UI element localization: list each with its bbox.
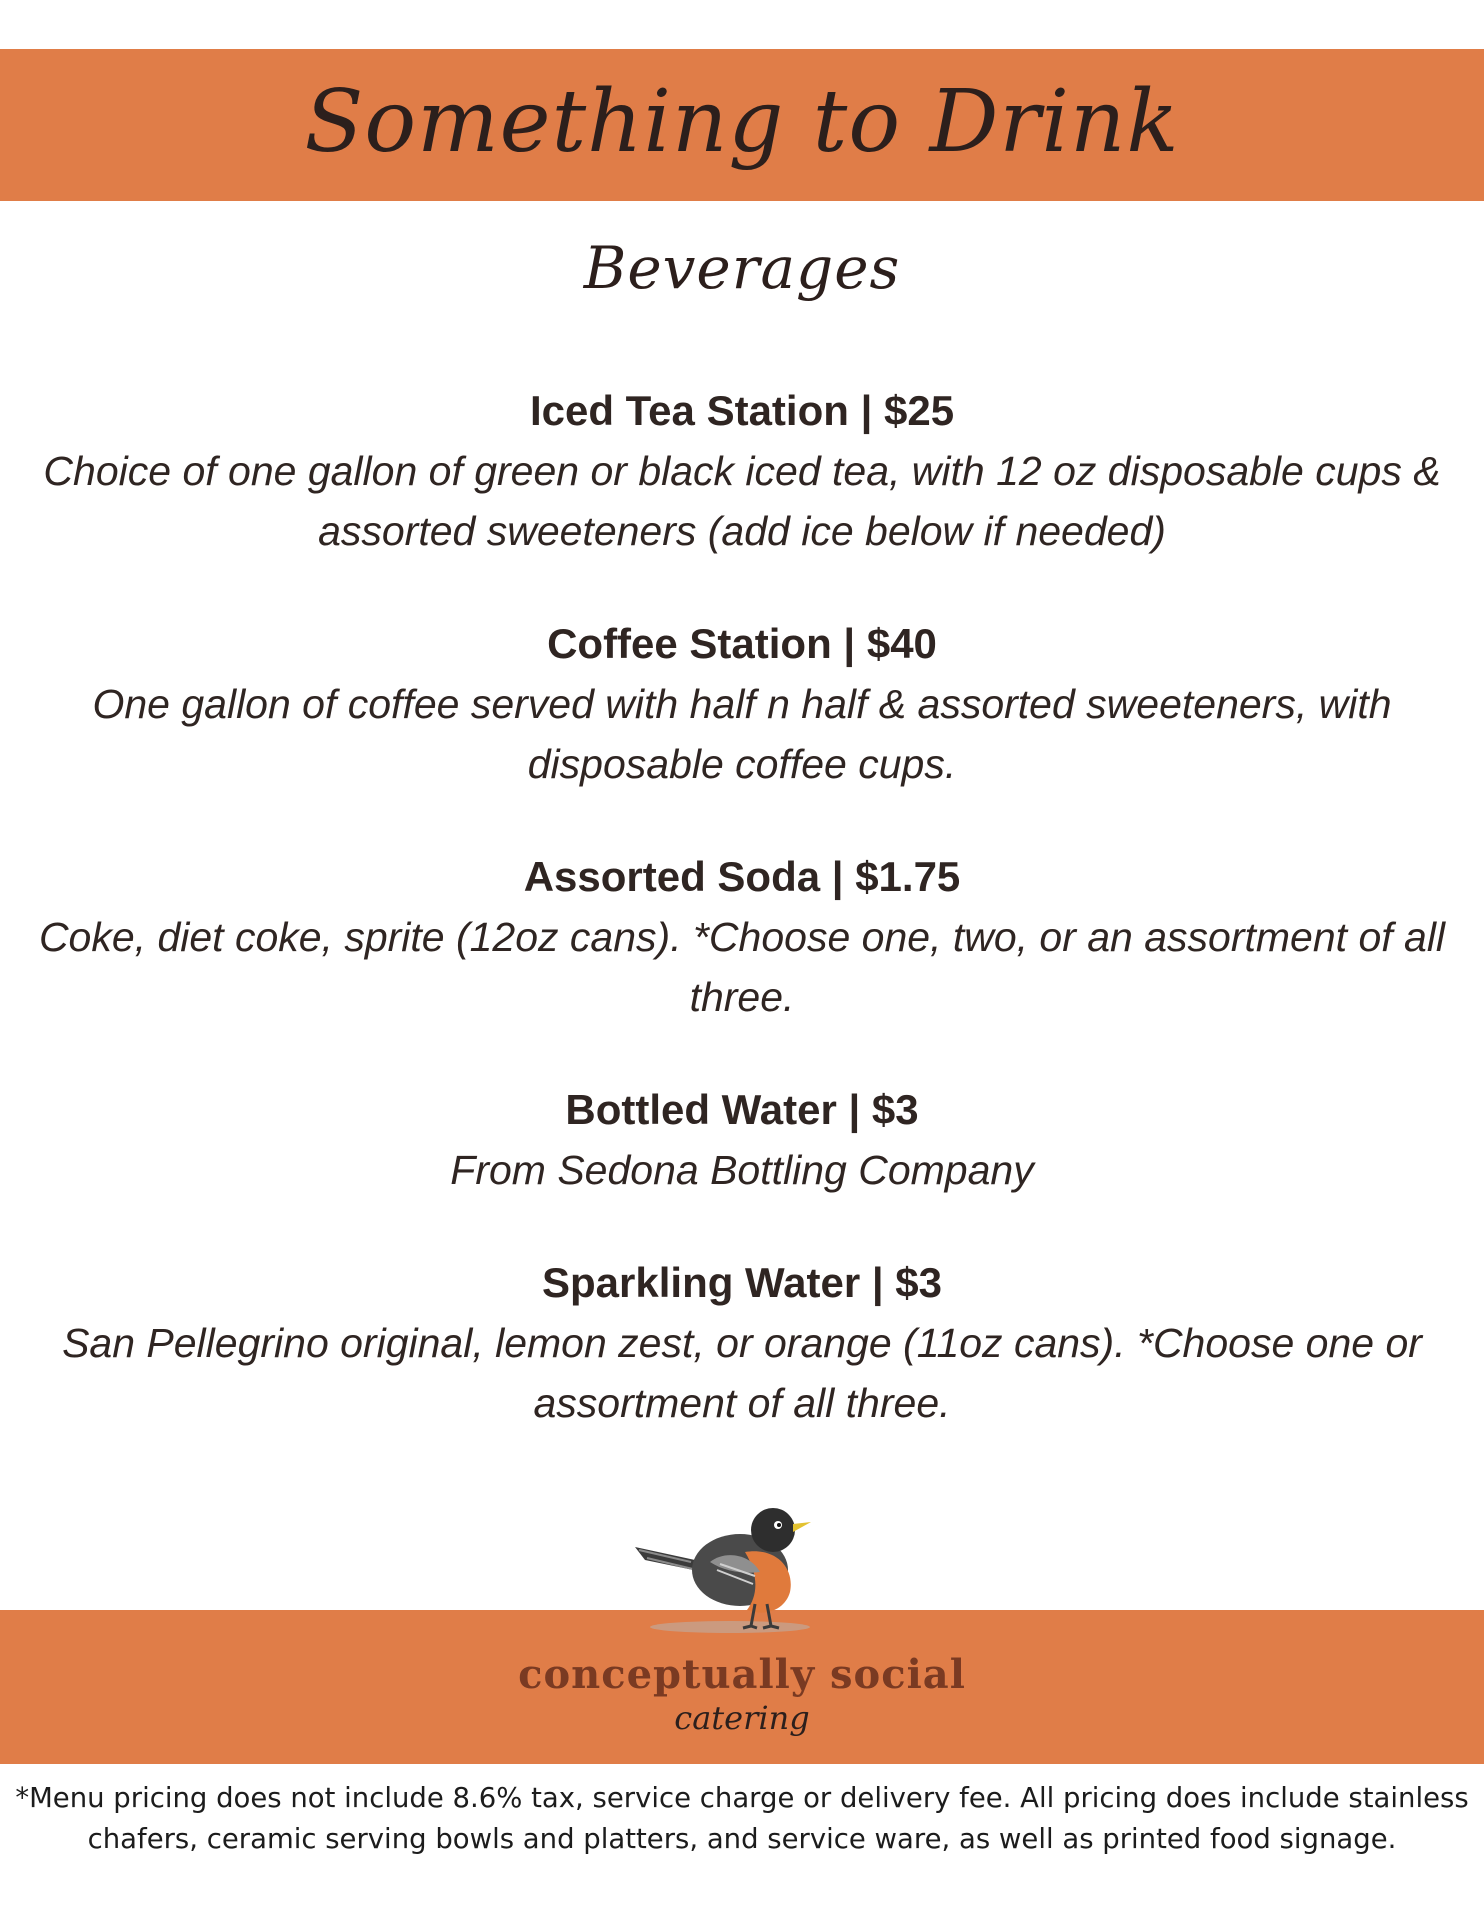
menu-item-coffee <box>20 618 1464 794</box>
item-heading: Assorted Soda | $1.75 <box>523 853 961 900</box>
item-description: From Sedona Bottling Company <box>450 1147 1034 1193</box>
item-description: Choice of one gallon of green or black iced tea, with 12 oz disposable cups & assorted sweeteners (add ice below if needed) <box>43 448 1441 554</box>
page-title: Something to Drink <box>304 72 1180 172</box>
item-description: One gallon of coffee served with half n half & assorted sweeteners, with disposable coffee cups. <box>92 681 1392 787</box>
section-subtitle: Beverages <box>583 234 901 302</box>
brand-tagline: catering <box>674 1699 810 1737</box>
item-description: San Pellegrino original, lemon zest, or orange (11oz cans). *Choose one or assortment of all three. <box>62 1320 1422 1426</box>
menu-item-iced-tea <box>20 385 1464 561</box>
item-heading: Sparkling Water | $3 <box>542 1259 942 1306</box>
brand-name: conceptually social <box>518 1651 966 1698</box>
beverage-menu <box>20 385 1464 1490</box>
menu-item-sparkling-water <box>20 1257 1464 1433</box>
item-heading: Iced Tea Station | $25 <box>529 387 955 434</box>
menu-item-soda <box>20 851 1464 1027</box>
item-description: Coke, diet coke, sprite (12oz cans). *Choose one, two, or an assortment of all three. <box>38 914 1446 1020</box>
item-heading: Coffee Station | $40 <box>547 620 937 667</box>
item-heading: Bottled Water | $3 <box>565 1086 919 1133</box>
menu-item-bottled-water <box>20 1084 1464 1200</box>
pricing-footnote: *Menu pricing does not include 8.6% tax, service charge or delivery fee. All pricing does include stainless chafers, ceramic serving bowls and platters, and service ware, as well as printed food signage. <box>15 1782 1469 1855</box>
robin-bird-icon <box>625 1492 825 1637</box>
